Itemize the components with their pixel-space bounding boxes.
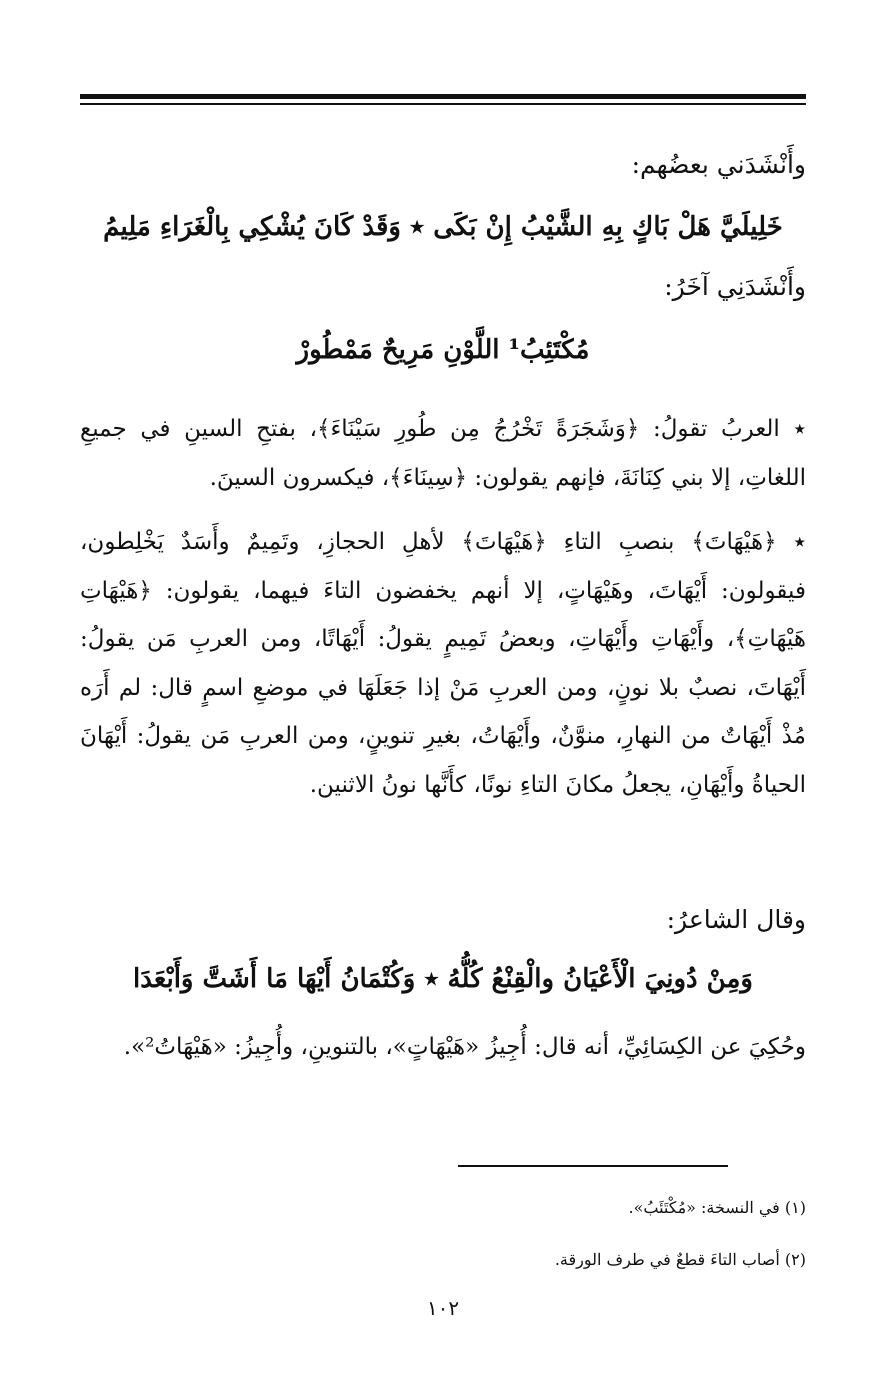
footnote-2: (٢) أصاب التاءَ قطعٌ في طرف الورقة. <box>554 1250 806 1269</box>
verse-1: خَلِيلَيَّ هَلْ بَاكٍ بِهِ الشَّيْبُ إِنْ بَكَى ٭ وَقَدْ كَانَ يُشْكِي بِالْغَرَاءِ مَلِيمُ <box>103 212 783 242</box>
verse-2: مُكْتَئِبُ¹ اللَّوْنِ مَرِيحٌ مَمْطُورْ <box>296 335 590 365</box>
paragraph-1: ٭ العربُ تقولُ: ﴿وَشَجَرَةً تَخْرُجُ مِن طُورِ سَيْنَاءَ﴾، بفتحِ السينِ في جميعِ اللغاتِ، إلا بني كِنَانَةَ، فإنهم يقولون: ﴿سِينَاءَ﴾، فيكسرون السينَ. <box>80 416 806 491</box>
paragraph-3: وحُكِيَ عن الكِسَائِيِّ، أنه قال: أُجِيزُ «هَيْهَاتٍ»، بالتنوينِ، وأُجِيزُ: «هَيْهَاتُ²». <box>123 1034 806 1060</box>
header-rule-thin <box>80 103 806 105</box>
page-number: ١٠٢ <box>426 1296 460 1320</box>
footnote-separator <box>458 1165 728 1167</box>
intro-line-2: وأَنْشَدَنِي آخَرُ: <box>664 272 806 301</box>
header-rule-thick <box>80 94 806 99</box>
paragraph-2: ٭ ﴿هَيْهَاتَ﴾ بنصبِ التاءِ ﴿هَيْهَاتَ﴾ لأهلِ الحجازِ، وتَمِيمٌ وأَسَدٌ يَخْلِطون، فيقولون: أَيْهَاتَ، وهَيْهَاتٍ، إلا أنهم يخفضون التاءَ فيهما، يقولون: ﴿هَيْهَاتِ هَيْهَاتِ﴾، وأَيْهَاتِ وأَيْهَاتِ، وبعضُ تَمِيمٍ يقولُ: أَيْهَاتًا، ومن العربِ مَن يقولُ: أَيْهَاتَ، نصبٌ بلا نونٍ، ومن العربِ مَنْ إذا جَعَلَهَا في موضعِ اسمٍ قال: لم أَرَه مُذْ أَيْهَاتٌ من النهارِ، منوَّنٌ، وأَيْهَاتُ، بغيرِ تنوينٍ، ومن العربِ مَن يقولُ: أَيْهَانَ الحياةُ وأَيْهَانِ، يجعلُ مكانَ التاءِ نونًا، كأَنَّها نونُ الاثنين. <box>80 529 807 798</box>
footnote-1: (١) في النسخة: «مُكْتَئَبُ». <box>628 1198 806 1217</box>
verse-3: وَمِنْ دُونِيَ الْأَعْيَانُ والْقِنْعُ كُلُّهُ ٭ وَكُتْمَانُ أَيْهَا مَا أَشَتَّ وَأَبْعَدَا <box>133 964 753 994</box>
intro-line-1: وأَنْشَدَني بعضُهم: <box>631 150 806 179</box>
intro-line-3: وقال الشاعرُ: <box>666 905 806 934</box>
